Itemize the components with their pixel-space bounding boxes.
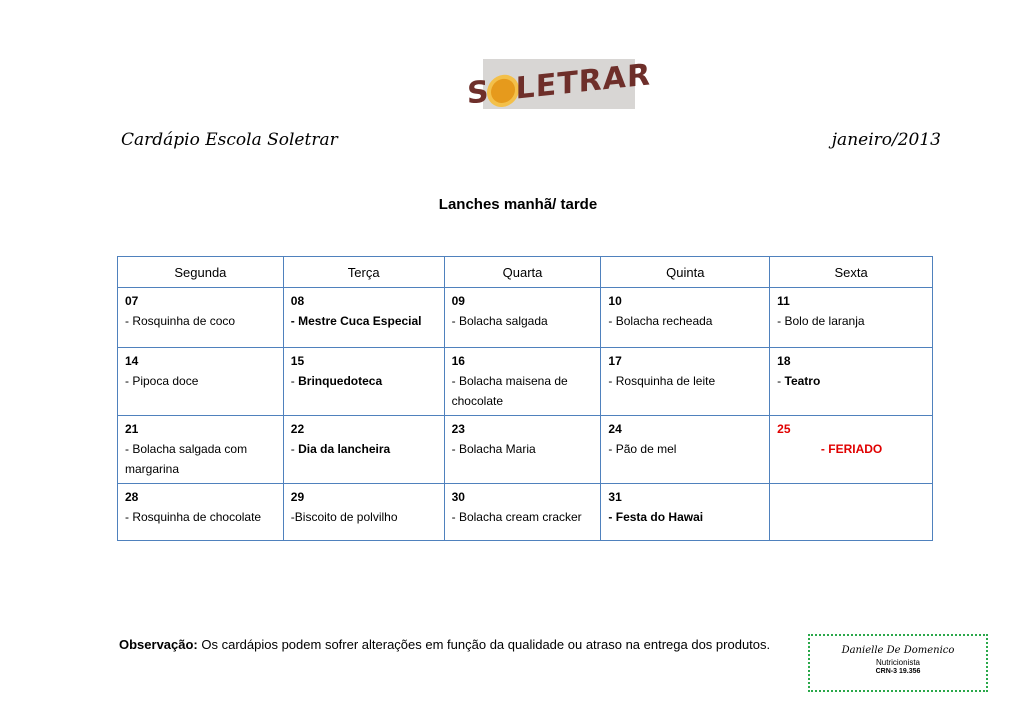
day-number: 14 (125, 354, 139, 368)
observation-text: Os cardápios podem sofrer alterações em função da qualidade ou atraso na entrega dos produtos. (197, 637, 771, 652)
menu-item: - Bolo de laranja (777, 314, 865, 328)
menu-item: - Bolacha Maria (451, 442, 536, 456)
observation-note (119, 637, 770, 652)
menu-item: - Pão de mel (608, 442, 677, 456)
day-number: 07 (125, 294, 139, 308)
logo-text-left: S (466, 73, 490, 112)
menu-item-prefix: - (290, 374, 299, 388)
menu-item: - Rosquinha de leite (608, 374, 716, 388)
menu-item: - Bolacha cream cracker (451, 510, 582, 524)
menu-item: - Bolacha recheada (608, 314, 713, 328)
soletrar-logo (466, 56, 652, 112)
table-cell (444, 348, 601, 416)
table-cell (118, 288, 284, 348)
day-number: 29 (290, 490, 305, 504)
table-cell (118, 348, 284, 416)
signature-stamp (808, 634, 988, 692)
menu-item: - Rosquinha de chocolate (125, 510, 262, 524)
subtitle: Lanches manhã/ tarde (438, 196, 598, 213)
menu-item: - Mestre Cuca Especial (290, 314, 422, 328)
day-number: 31 (608, 490, 622, 504)
table-row (118, 288, 933, 348)
nutritionist-crn: CRN-3 19.356 (875, 668, 921, 675)
table-cell (770, 348, 933, 416)
table-row (118, 348, 933, 416)
table-cell (770, 288, 933, 348)
table-cell (444, 484, 601, 541)
nutritionist-role: Nutricionista (875, 658, 920, 667)
observation-label: Observação: (119, 637, 198, 652)
column-header-quarta: Quarta (444, 257, 601, 288)
menu-item-prefix: - (290, 442, 299, 456)
day-number: 17 (608, 354, 622, 368)
column-header-segunda: Segunda (118, 257, 284, 288)
menu-item: - Bolacha salgada com margarina (125, 442, 248, 476)
day-number: 28 (125, 490, 139, 504)
day-number: 25 (777, 422, 791, 436)
holiday-label: - FERIADO (820, 442, 883, 456)
table-cell (283, 484, 444, 541)
column-header-terca: Terça (283, 257, 444, 288)
day-number: 10 (608, 294, 622, 308)
column-header-sexta: Sexta (770, 257, 933, 288)
table-cell (601, 288, 770, 348)
menu-item-prefix: - (777, 374, 785, 388)
logo-text-right: LETRAR (515, 56, 652, 107)
header-row (118, 257, 933, 288)
sun-icon (491, 77, 515, 104)
table-cell (283, 416, 444, 484)
table-cell (444, 416, 601, 484)
table-cell (601, 484, 770, 541)
menu-item: Dia da lancheira (298, 442, 391, 456)
menu-item: - Bolacha maisena de chocolate (451, 374, 568, 408)
menu-table (117, 256, 933, 541)
menu-item: - Pipoca doce (125, 374, 199, 388)
table-row (118, 484, 933, 541)
day-number: 08 (290, 294, 305, 308)
day-number: 30 (451, 490, 465, 504)
table-cell (118, 484, 284, 541)
day-number: 16 (451, 354, 465, 368)
day-number: 18 (777, 354, 791, 368)
table-cell (770, 416, 933, 484)
table-cell-empty (770, 484, 933, 541)
day-number: 23 (451, 422, 465, 436)
table-cell (283, 288, 444, 348)
nutritionist-name: Danielle De Domenico (841, 645, 955, 656)
table-cell (601, 348, 770, 416)
day-number: 11 (777, 294, 790, 308)
column-header-quinta: Quinta (601, 257, 770, 288)
day-number: 22 (290, 422, 305, 436)
day-number: 15 (290, 354, 305, 368)
day-number: 21 (125, 422, 139, 436)
table-cell (444, 288, 601, 348)
day-number: 09 (451, 294, 465, 308)
menu-item: - Bolacha salgada (451, 314, 548, 328)
page-title: Cardápio Escola Soletrar (121, 130, 338, 150)
month-label: janeiro/2013 (831, 130, 941, 150)
table-cell (283, 348, 444, 416)
day-number: 24 (608, 422, 622, 436)
menu-item: Teatro (784, 374, 821, 388)
menu-item: - Festa do Hawai (608, 510, 704, 524)
menu-item: -Biscoito de polvilho (290, 510, 398, 524)
table-cell (118, 416, 284, 484)
menu-item: Brinquedoteca (298, 374, 383, 388)
table-cell (601, 416, 770, 484)
menu-item: - Rosquinha de coco (125, 314, 236, 328)
table-row (118, 416, 933, 484)
